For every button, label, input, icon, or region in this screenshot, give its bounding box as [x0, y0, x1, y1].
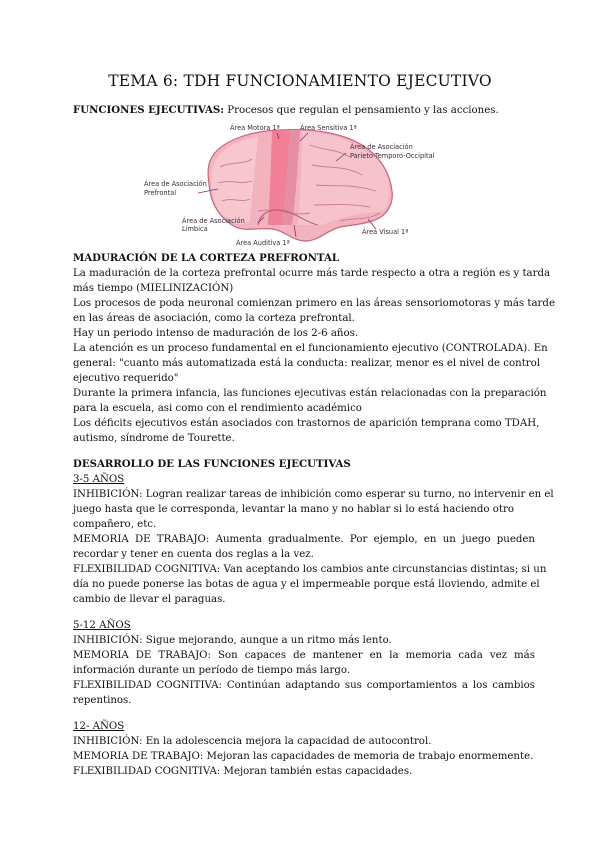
label-prefrontal-2: Prefrontal	[144, 189, 177, 197]
label-area-sensitiva: Área Sensitiva 1ª	[300, 124, 357, 132]
paragraph-line: La atención es un proceso fundamental en el funcionamiento ejecutivo (CONTROLADA). En	[73, 343, 548, 354]
intro-line	[73, 104, 499, 116]
label-area-auditiva: Área Auditiva 1ª	[236, 239, 290, 247]
paragraph-line: para la escuela, asi como con el rendimiento académico	[73, 403, 362, 414]
label-asociacion-pto-1: Área de Asociación	[350, 143, 413, 151]
paragraph-line: Los déficits ejecutivos están asociados con trastornos de aparición temprana como TDAH,	[73, 418, 540, 429]
paragraph-line: más tiempo (MIELINIZACIÓN)	[73, 283, 234, 294]
paragraph-line: repentinos.	[73, 695, 132, 706]
paragraph-line: FLEXIBILIDAD COGNITIVA: Van aceptando los cambios ante circunstancias distintas; si un	[73, 564, 547, 575]
paragraph-line: recordar y tener en cuenta dos reglas a la vez.	[73, 549, 314, 560]
paragraph-line: MEMORIA DE TRABAJO: Son capaces de mantener en la memoria cada vez más	[73, 650, 535, 661]
paragraph-line: autismo, síndrome de Tourette.	[73, 433, 235, 444]
paragraph-line: día no puede ponerse las botas de agua y el impermeable porque está lloviendo, admite el	[73, 579, 540, 590]
label-limbica-2: Límbica	[182, 225, 208, 233]
intro-label: FUNCIONES EJECUTIVAS:	[73, 104, 224, 116]
paragraph-line: en las áreas de asociación, como la corteza prefrontal.	[73, 313, 355, 324]
paragraph-line: compañero, etc.	[73, 519, 157, 530]
page-title: TEMA 6: TDH FUNCIONAMIENTO EJECUTIVO	[108, 72, 492, 90]
paragraph-line: cambio de llevar el paraguas.	[73, 594, 226, 605]
label-asociacion-pto-2: Parieto-Temporo-Occipital	[350, 152, 435, 160]
paragraph-line: general: "cuanto más automatizada está la conducta: realizar, menor es el nivel de control	[73, 358, 541, 369]
paragraph-line: información durante un período de tiempo más largo.	[73, 665, 351, 676]
label-prefrontal-1: Área de Asociación	[144, 180, 207, 188]
paragraph-line: La maduración de la corteza prefrontal ocurre más tarde respecto a otra a región es y tarda	[73, 268, 551, 279]
intro-text: Procesos que regulan el pensamiento y las acciones.	[223, 105, 499, 116]
label-area-motora: Área Motora 1ª	[230, 124, 280, 132]
label-limbica-1: Área de Asociación	[182, 217, 245, 225]
paragraph-line: INHIBICIÓN: Sigue mejorando, aunque a un ritmo más lento.	[73, 635, 392, 646]
paragraph-line: INHIBICIÓN: Logran realizar tareas de inhibición como esperar su turno, no intervenir en el	[73, 489, 554, 500]
paragraph-line: juego hasta que le corresponda, levantar la mano y no hablar si lo está haciendo otro	[73, 504, 514, 515]
paragraph-line: MEMORIA DE TRABAJO: Mejoran las capacidades de memoria de trabajo enormemente.	[73, 751, 534, 762]
paragraph-line: FLEXIBILIDAD COGNITIVA: Mejoran también estas capacidades.	[73, 766, 413, 777]
label-area-visual: Área Visual 1ª	[362, 228, 409, 236]
paragraph-line: MEMORIA DE TRABAJO: Aumenta gradualmente. Por ejemplo, en un juego pueden	[73, 534, 535, 545]
paragraph-line: FLEXIBILIDAD COGNITIVA: Continúan adaptando sus comportamientos a los cambios	[73, 680, 535, 691]
age-heading-12: 12- AÑOS	[73, 721, 125, 732]
paragraph-line: Los procesos de poda neuronal comienzan primero en las áreas sensoriomotoras y más tarde	[73, 298, 555, 309]
paragraph-line: Hay un periodo intenso de maduración de los 2-6 años.	[73, 328, 359, 339]
age-heading-5-12: 5-12 AÑOS	[73, 620, 131, 631]
section-heading-maduracion: MADURACIÓN DE LA CORTEZA PREFRONTAL	[73, 252, 340, 264]
paragraph-line: ejecutivo requerido"	[73, 373, 179, 384]
section-heading-desarrollo: DESARROLLO DE LAS FUNCIONES EJECUTIVAS	[73, 458, 351, 470]
paragraph-line: INHIBICIÓN: En la adolescencia mejora la capacidad de autocontrol.	[73, 736, 432, 747]
paragraph-line: Durante la primera infancia, las funciones ejecutivas están relacionadas con la preparación	[73, 388, 547, 399]
brain-diagram	[140, 121, 470, 249]
age-heading-3-5: 3-5 AÑOS	[73, 474, 125, 485]
